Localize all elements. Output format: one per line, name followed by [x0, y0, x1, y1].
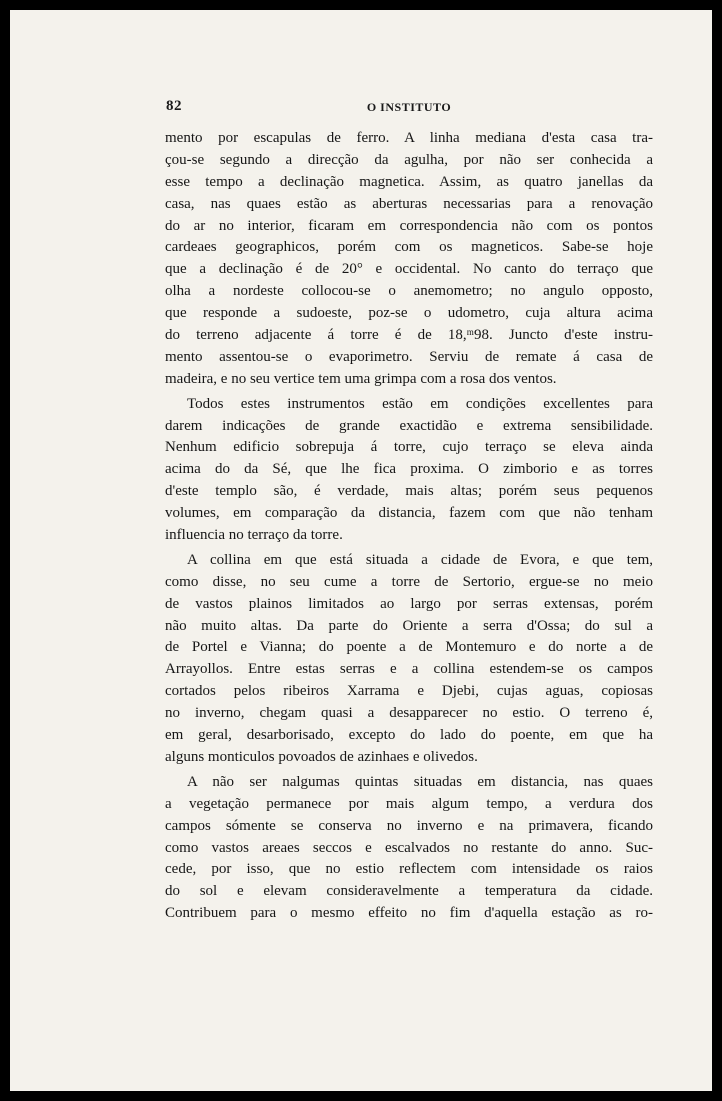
text-line: campos sómente se conserva no inverno e na primavera, ficando — [165, 817, 653, 834]
text-line: cardeaes geographicos, porém com os magneticos. Sabe-se hoje — [165, 239, 653, 256]
text-line: Arrayollos. Entre estas serras e a collina estendem-se os campos — [165, 661, 653, 678]
body-text — [165, 128, 653, 925]
text-line: volumes, em comparação da distancia, fazem com que não tenham — [165, 505, 653, 522]
text-line: madeira, e no seu vertice tem uma grimpa com a rosa dos ventos. — [165, 370, 557, 387]
book-page — [10, 10, 712, 1091]
text-line: de Portel e Vianna; do poente a de Montemuro e do norte a de — [165, 639, 653, 656]
text-line: de vastos plainos limitados ao largo por serras extensas, porém — [165, 595, 653, 612]
text-line: esse tempo a declinação magnetica. Assim, as quatro janellas da — [165, 173, 653, 190]
text-line: que a declinação é de 20° e occidental. No canto do terraço que — [165, 261, 653, 278]
text-line: casa, nas quaes estão as aberturas necessarias para a renovação — [165, 195, 653, 212]
text-line: como disse, no seu cume a torre de Sertorio, ergue-se no meio — [165, 573, 653, 590]
text-line: darem indicações de grande exactidão e extrema sensibilidade. — [165, 417, 653, 434]
text-line: Contribuem para o mesmo effeito no fim d'aquella estação as ro- — [165, 905, 653, 922]
text-line: em geral, desarborisado, excepto do lado do poente, em que ha — [165, 727, 653, 744]
text-line: no inverno, chegam quasi a desapparecer no estio. O terreno é, — [165, 705, 653, 722]
text-line: cortados pelos ribeiros Xarrama e Djebi, cujas aguas, copiosas — [165, 683, 653, 700]
text-line: Nenhum edificio sobrepuja á torre, cujo terraço se eleva ainda — [165, 439, 653, 456]
text-line: alguns monticulos povoados de azinhaes e olivedos. — [165, 748, 478, 765]
text-line: d'este templo são, é verdade, mais altas; porém seus pequenos — [165, 483, 653, 500]
text-line: a vegetação permanece por mais algum tempo, a verdura dos — [165, 795, 653, 812]
text-line: olha a nordeste collocou-se o anemometro; no angulo opposto, — [165, 283, 653, 300]
text-line: cede, por isso, que no estio reflectem com intensidade os raios — [165, 861, 653, 878]
text-line: çou-se segundo a direcção da agulha, por não ser conhecida a — [165, 151, 653, 168]
text-line: do sol e elevam consideravelmente a temperatura da cidade. — [165, 883, 653, 900]
text-line: A collina em que está situada a cidade de Evora, e que tem, — [187, 551, 653, 568]
text-line: do terreno adjacente á torre é de 18,ᵐ98. Juncto d'este instru- — [165, 327, 653, 344]
running-title: O INSTITUTO — [366, 100, 452, 114]
text-line: Todos estes instrumentos estão em condições excellentes para — [187, 395, 653, 412]
text-line: acima do da Sé, que lhe fica proxima. O zimborio e as torres — [165, 461, 653, 478]
text-line: mento assentou-se o evaporimetro. Serviu de remate á casa de — [165, 348, 653, 365]
text-line: não muito altas. Da parte do Oriente a serra d'Ossa; do sul a — [165, 617, 653, 634]
text-line: que responde a sudoeste, poz-se o udometro, cuja altura acima — [165, 305, 653, 322]
page-header — [166, 98, 652, 118]
text-line: influencia no terraço da torre. — [165, 527, 343, 544]
text-line: como vastos areaes seccos e escalvados no restante do anno. Suc- — [165, 839, 653, 856]
text-line: do ar no interior, ficaram em correspondencia não com os pontos — [165, 217, 653, 234]
text-line: mento por escapulas de ferro. A linha mediana d'esta casa tra- — [165, 130, 653, 146]
page-number: 82 — [166, 98, 182, 114]
text-line: A não ser nalgumas quintas situadas em distancia, nas quaes — [187, 773, 653, 790]
